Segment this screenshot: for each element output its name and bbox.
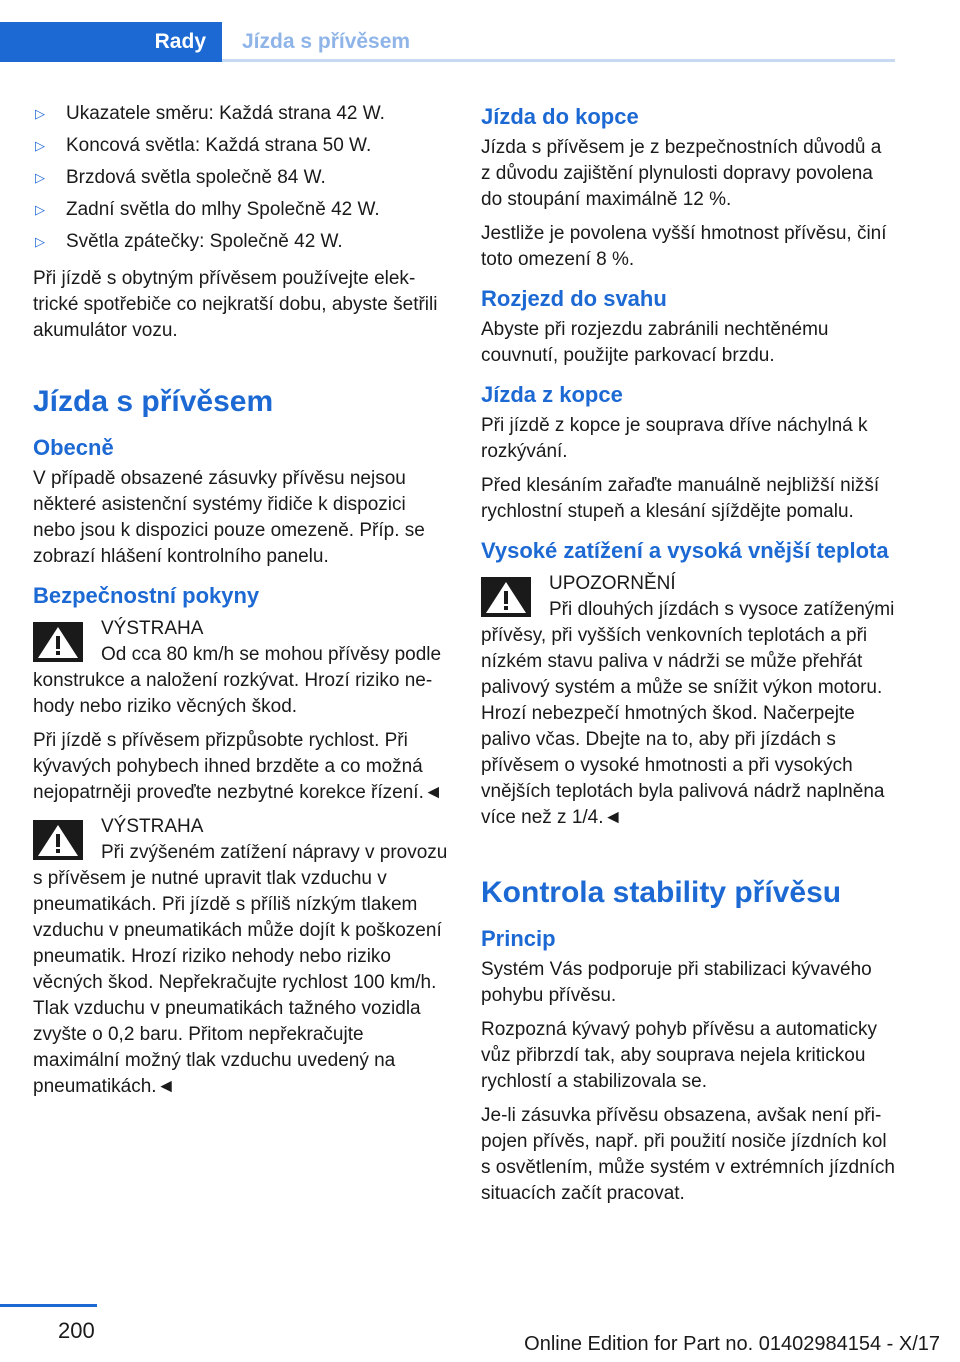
paragraph-principle: Rozpozná kývavý pohyb přívěsu a automaticky vůz přibrzdí tak, aby souprava nejela kritickou rychlostí a stabilizovala se.: [481, 1019, 878, 1092]
section-tab: Rady: [0, 22, 222, 62]
triangle-right-icon: ▷: [35, 202, 45, 217]
warning-triangle-icon: [33, 622, 83, 662]
paragraph-principle: Systém Vás podporuje při stabilizaci kývavého pohybu přívěsu.: [481, 959, 872, 1006]
triangle-right-icon: ▷: [35, 106, 45, 121]
list-item: ▷ Koncová světla: Každá strana 50 W.: [33, 130, 448, 162]
page-number-rule: [0, 1304, 97, 1307]
caution-text: Při dlouhých jízdách s vysoce zatíženými: [549, 599, 895, 620]
paragraph-uphill-limit: Jestliže je povolena vyšší hmotnost přívěsu, činí toto omezení 8 %.: [481, 223, 887, 270]
page-number: 200: [58, 1318, 95, 1343]
subheading-heat: Vysoké zatížení a vysoká vnější teplota: [481, 538, 889, 563]
edition-footer: Online Edition for Part no. 01402984154 - X/17: [524, 1333, 940, 1355]
triangle-right-icon: ▷: [35, 170, 45, 185]
list-item: ▷ Světla zpátečky: Společně 42 W.: [33, 226, 448, 258]
paragraph-hill-start: Abyste při rozjezdu zabránili nechtěnému couvnutí, použijte parkovací brzdu.: [481, 319, 829, 366]
warning-title: VÝSTRAHA: [101, 618, 204, 639]
warning-triangle-icon: [33, 820, 83, 860]
warning-triangle-icon: [481, 577, 531, 617]
triangle-right-icon: ▷: [35, 234, 45, 249]
caution-text: přívěsy, při vyšších venkovních teplotách a při nízkém stavu paliva v nádrži se může přehřát palivový systém a může se snížit výkon motoru. Hrozí nebezpečí hmotných škod. Načerpejte palivo včas. Dbejte na to, aby při jízdách s přívěsem o vysoké hmotnosti a při vysokých vnějších teplotách byla palivová nádrž naplněna více než z 1/4.◄: [481, 625, 885, 828]
warning-title: VÝSTRAHA: [101, 816, 204, 837]
subheading-safety: Bezpečnostní pokyny: [33, 583, 260, 608]
left-column: [33, 98, 448, 1108]
section-heading: Kontrola stability přívěsu: [481, 876, 842, 909]
warning-text: Od cca 80 km/h se mohou přívěsy podle: [101, 644, 442, 665]
warning-text: Při jízdě s přívěsem přizpůsobte rychlost. Při kývavých pohybech ihned brzděte a co možná nejopatrněji proveďte nezbytné korekce řízení.◄: [33, 730, 443, 803]
warning-block: [33, 814, 448, 1100]
caution-title: UPOZORNĚNÍ: [549, 573, 676, 594]
topic-tab: Jízda s přívěsem: [242, 30, 411, 53]
paragraph-downhill-gear: Před klesáním zařaďte manuálně nejbližší nižší rychlostní stupeň a klesání sjíždějte pomalu.: [481, 475, 880, 522]
subheading-principle: Princip: [481, 926, 556, 951]
section-heading: Jízda s přívěsem: [33, 385, 274, 418]
warning-text: Při zvýšeném zatížení nápravy v provozu: [101, 842, 448, 863]
subheading-general: Obecně: [33, 435, 114, 460]
subheading-hill-start: Rozjezd do svahu: [481, 286, 667, 311]
list-item: ▷ Ukazatele směru: Každá strana 42 W.: [33, 98, 448, 130]
bulb-list: [33, 98, 448, 258]
caution-block: [481, 571, 896, 831]
page-header: [0, 22, 895, 62]
subheading-uphill: Jízda do kopce: [481, 104, 639, 129]
triangle-right-icon: ▷: [35, 138, 45, 153]
warning-text: konstrukce a naložení rozkývat. Hrozí riziko nehody nebo riziko věcných škod.: [33, 670, 433, 717]
paragraph-uphill: Jízda s přívěsem je z bezpečnostních důvodů a z důvodu zajištění plynulosti dopravy povolena do stoupání maximálně 12 %.: [481, 137, 882, 210]
warning-block: [33, 616, 448, 806]
list-item: ▷ Zadní světla do mlhy Společně 42 W.: [33, 194, 448, 226]
right-column: [481, 98, 896, 1215]
subheading-downhill: Jízda z kopce: [481, 382, 623, 407]
warning-text: s přívěsem je nutné upravit tlak vzduchu v pneumatikách. Při jízdě s příliš nízkým tlakem vzduchu v pneumatikách může dojít k poškození pneumatik. Hrozí riziko nehody nebo riziko věcných škod. Nepřekračujte rychlost 100 km/h. Tlak vzduchu v pneumatikách tažného vozidla zvyšte o 0,2 baru. Přitom nepřekračujte maximální možný tlak vzduchu uvedený na pneumatikách.◄: [33, 868, 442, 1097]
header-rule: [222, 59, 895, 62]
list-item: ▷ Brzdová světla společně 84 W.: [33, 162, 448, 194]
paragraph-general: V případě obsazené zásuvky přívěsu nejsou některé asistenční systémy řidiče k dispozici nebo jsou k dispozici pouze omezeně. Příp. se zobrazí hlášení kontrolního panelu.: [33, 468, 425, 567]
paragraph-principle: Je-li zásuvka přívěsu obsazena, avšak není připojen přívěs, např. při použití nosiče jízdních kol s osvětlením, může systém v extrémních jízdních situacích začít pracovat.: [481, 1105, 895, 1204]
paragraph-downhill: Při jízdě z kopce je souprava dříve náchylná k rozkývání.: [481, 415, 868, 462]
paragraph-battery: Při jízdě s obytným přívěsem používejte elektrické spotřebiče co nejkratší dobu, abyste šetřili akumulátor vozu.: [33, 268, 438, 341]
